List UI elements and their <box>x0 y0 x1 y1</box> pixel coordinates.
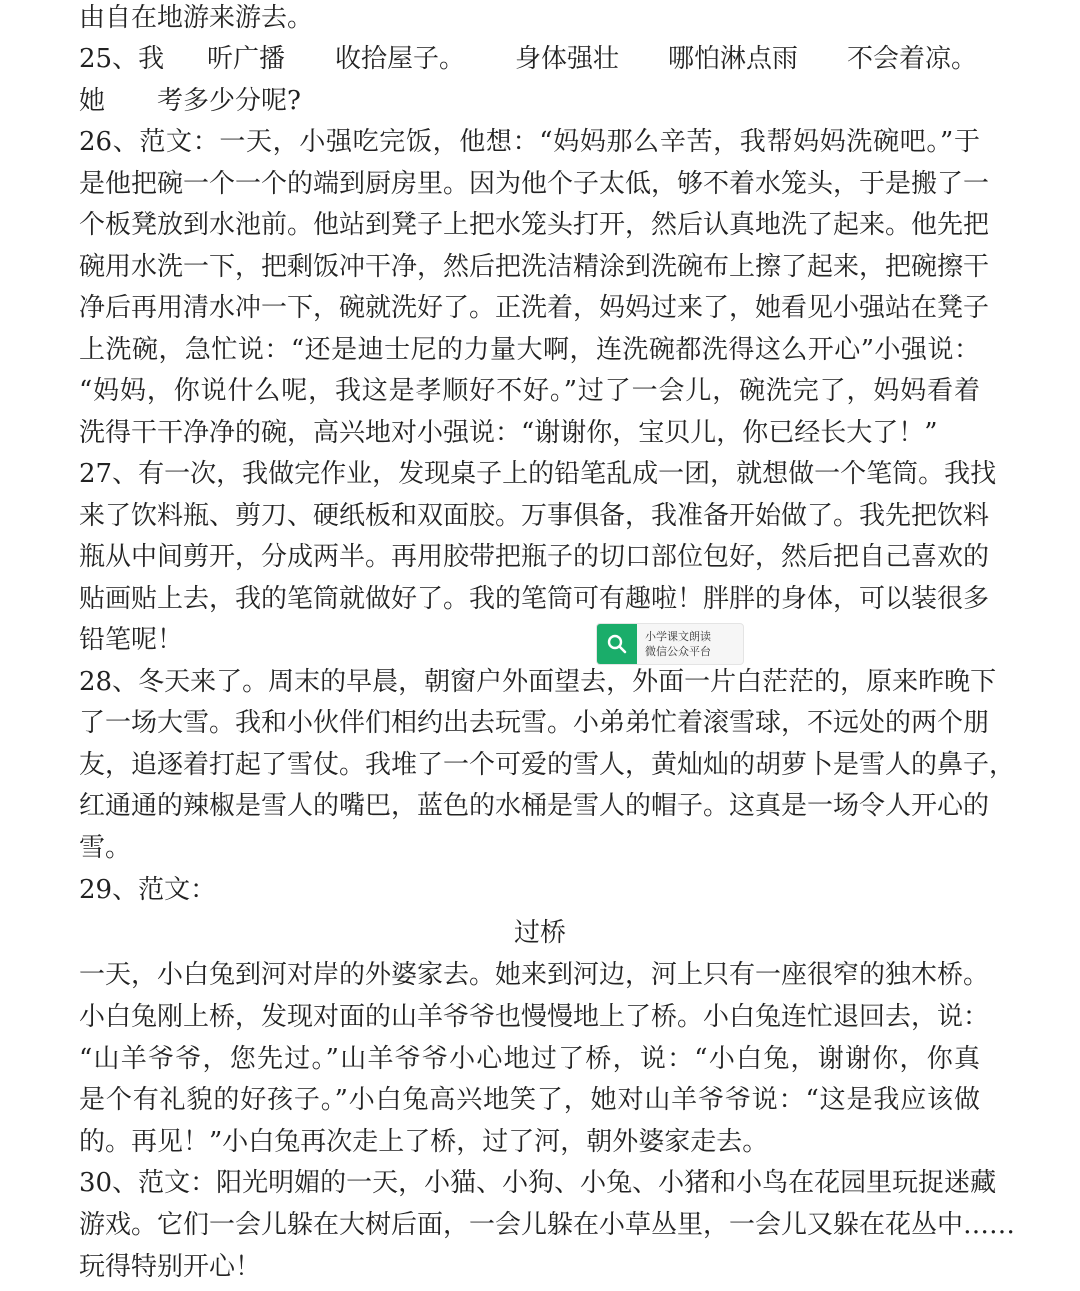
text-line: 30、范文：阳光明媚的一天，小猫、小狗、小兔、小猪和小鸟在花园里玩捉迷藏 <box>79 1168 997 1198</box>
badge-line-1: 小学课文朗读 <box>645 630 711 643</box>
text-line: 友，追逐着打起了雪仗。我堆了一个可爱的雪人，黄灿灿的胡萝卜是雪人的鼻子， <box>79 750 1016 780</box>
answer-25-line-2 <box>79 80 980 122</box>
answer-25-blank-3: 身体强壮 <box>515 44 620 74</box>
text-line: 29、范文： <box>79 875 217 905</box>
wechat-account-badge[interactable] <box>596 623 744 665</box>
text-line: 上洗碗，急忙说：“还是迪士尼的力量大啊，连洗碗都洗得这么开心”小强说： <box>79 335 980 365</box>
answer-25-line <box>79 38 980 80</box>
text-line: “山羊爷爷，您先过。”山羊爷爷小心地过了桥，说：“小白兔，谢谢你，你真 <box>79 1044 980 1074</box>
text-line: 28、冬天来了。周末的早晨，朝窗户外面望去，外面一片白茫茫的，原来昨晚下 <box>79 667 997 697</box>
answer-25-blank-2: 收拾屋子。 <box>335 44 466 74</box>
text-line: 了一场大雪。我和小伙伴们相约出去玩雪。小弟弟忙着滚雪球，不远处的两个朋 <box>79 708 990 738</box>
text-line: 26、范文：一天，小强吃完饭，他想：“妈妈那么辛苦，我帮妈妈洗碗吧。”于 <box>79 127 980 157</box>
text-line: 的。再见！”小白兔再次走上了桥，过了河，朝外婆家走去。 <box>79 1127 769 1157</box>
answer-25-blank-5: 不会着凉。 <box>847 44 978 74</box>
text-line: 洗得干干净净的碗，高兴地对小强说：“谢谢你，宝贝儿，你已经长大了！” <box>79 418 938 448</box>
answer-25-number: 25、我 <box>79 44 165 74</box>
text-line: 一天，小白兔到河对岸的外婆家去。她来到河边，河上只有一座很窄的独木桥。 <box>79 960 990 990</box>
text-line: “妈妈，你说什么呢，我这是孝顺好不好。”过了一会儿，碗洗完了，妈妈看着 <box>79 376 980 406</box>
text-line: 27、有一次，我做完作业，发现桌子上的铅笔乱成一团，就想做一个笔筒。我找 <box>79 459 997 489</box>
search-icon <box>597 624 637 664</box>
text-line: 是他把碗一个一个的端到厨房里。因为他个子太低，够不着水笼头，于是搬了一 <box>79 169 990 199</box>
text-line: 由自在地游来游去。 <box>79 3 314 33</box>
text-line: 来了饮料瓶、剪刀、硬纸板和双面胶。万事俱备，我准备开始做了。我先把饮料 <box>79 501 990 531</box>
answer-25-blank-7: 考多少分呢? <box>157 86 301 116</box>
text-line: 玩得特别开心！ <box>79 1252 262 1282</box>
story-title: 过桥 <box>513 918 566 948</box>
text-line: 碗用水洗一下，把剩饭冲干净，然后把洗洁精涂到洗碗布上擦了起来，把碗擦干 <box>79 252 990 282</box>
badge-line-2: 微信公众平台 <box>645 645 711 658</box>
answer-25-blank-4: 哪怕淋点雨 <box>668 44 799 74</box>
text-line: 是个有礼貌的好孩子。”小白兔高兴地笑了，她对山羊爷爷说：“这是我应该做 <box>79 1085 980 1115</box>
text-line: 个板凳放到水池前。他站到凳子上把水笼头打开，然后认真地洗了起来。他先把 <box>79 210 990 240</box>
badge-label <box>637 629 711 659</box>
answer-25-blank-1: 听广播 <box>207 44 286 74</box>
text-line: 雪。 <box>79 833 132 863</box>
text-line: 小白兔刚上桥，发现对面的山羊爷爷也慢慢地上了桥。小白兔连忙退回去，说： <box>79 1002 990 1032</box>
text-line: 贴画贴上去，我的笔筒就做好了。我的笔筒可有趣啦！胖胖的身体，可以装很多 <box>79 584 990 614</box>
text-line: 铅笔呢！ <box>79 625 184 655</box>
text-line: 红通通的辣椒是雪人的嘴巴，蓝色的水桶是雪人的帽子。这真是一场令人开心的 <box>79 791 990 821</box>
text-line: 游戏。它们一会儿躲在大树后面，一会儿躲在小草丛里，一会儿又躲在花丛中…… <box>79 1210 1016 1240</box>
text-line: 瓶从中间剪开，分成两半。再用胶带把瓶子的切口部位包好，然后把自己喜欢的 <box>79 542 990 572</box>
text-line: 净后再用清水冲一下，碗就洗好了。正洗着，妈妈过来了，她看见小强站在凳子 <box>79 293 990 323</box>
answer-25-blank-6: 她 <box>79 86 106 116</box>
